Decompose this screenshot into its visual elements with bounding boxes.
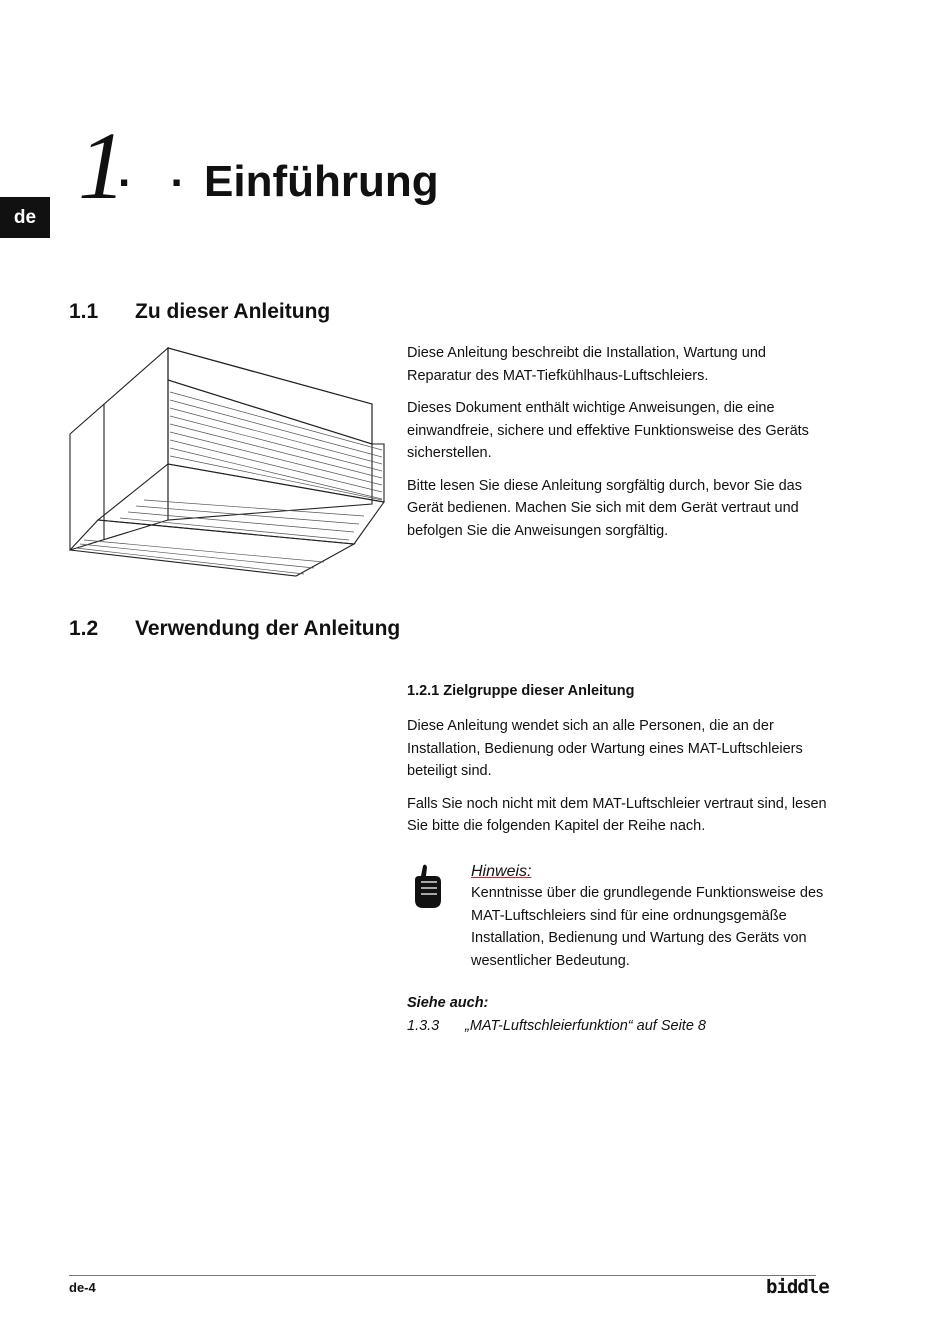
subsection-heading — [407, 684, 635, 699]
target-paragraph-2: Falls Sie noch nicht mit dem MAT-Luftschleier vertraut sind, lesen Sie bitte die folgenden Kapitel der Reihe nach. — [407, 795, 827, 834]
chapter-title: Einführung — [204, 157, 439, 206]
chapter-dots: . . — [118, 147, 197, 196]
target-paragraph-1: Diese Anleitung wendet sich an alle Personen, die an der Installation, Bedienung oder Wartung eines MAT-Luftschleiers beteiligt sind. — [407, 718, 803, 779]
target-group-text — [407, 715, 827, 848]
section-title: Verwendung der Anleitung — [135, 617, 401, 640]
intro-text — [407, 342, 827, 552]
subsection-number: 1.2.1 — [407, 683, 440, 699]
intro-paragraph-3: Bitte lesen Sie diese Anleitung sorgfältig durch, bevor Sie das Gerät bedienen. Machen Sie sich mit dem Gerät vertraut und befolgen Sie die Anweisungen sorgfältig. — [407, 477, 802, 539]
pointing-hand-icon — [411, 864, 445, 910]
note-text: Kenntnisse über die grundlegende Funktionsweise des MAT-Luftschleiers sind für eine ordnungsgemäße Installation, Bedienung und Wartung des Geräts von wesentlicher Bedeutung. — [471, 885, 824, 969]
page-number: de-4 — [69, 1280, 96, 1295]
intro-paragraph-1: Diese Anleitung beschreibt die Installation, Wartung und Reparatur des MAT-Tiefkühlhaus-Luftschleiers. — [407, 345, 766, 384]
language-tab: de — [0, 197, 50, 238]
see-also-label: Siehe auch: — [407, 995, 489, 1011]
subsection-title: Zielgruppe dieser Anleitung — [443, 683, 635, 699]
section-title: Zu dieser Anleitung — [135, 300, 331, 323]
see-also-link[interactable] — [407, 1019, 706, 1034]
section-heading-1-1 — [69, 301, 330, 322]
brand-logo: biddle — [766, 1276, 829, 1298]
section-number: 1.1 — [69, 300, 99, 323]
intro-paragraph-2: Dieses Dokument enthält wichtige Anweisungen, die eine einwandfreie, sichere und effektive Funktionsweise des Geräts sicherstellen. — [407, 400, 809, 461]
see-also-ref-text: „MAT-Luftschleierfunktion“ auf Seite 8 — [465, 1018, 706, 1034]
section-number: 1.2 — [69, 617, 99, 640]
note-title: Hinweis: — [471, 863, 532, 880]
footer-divider — [69, 1275, 816, 1276]
section-heading-1-2 — [69, 618, 400, 639]
chapter-number: 1 — [78, 112, 126, 219]
air-curtain-illustration — [64, 344, 388, 590]
see-also-ref-number: 1.3.3 — [407, 1018, 440, 1034]
